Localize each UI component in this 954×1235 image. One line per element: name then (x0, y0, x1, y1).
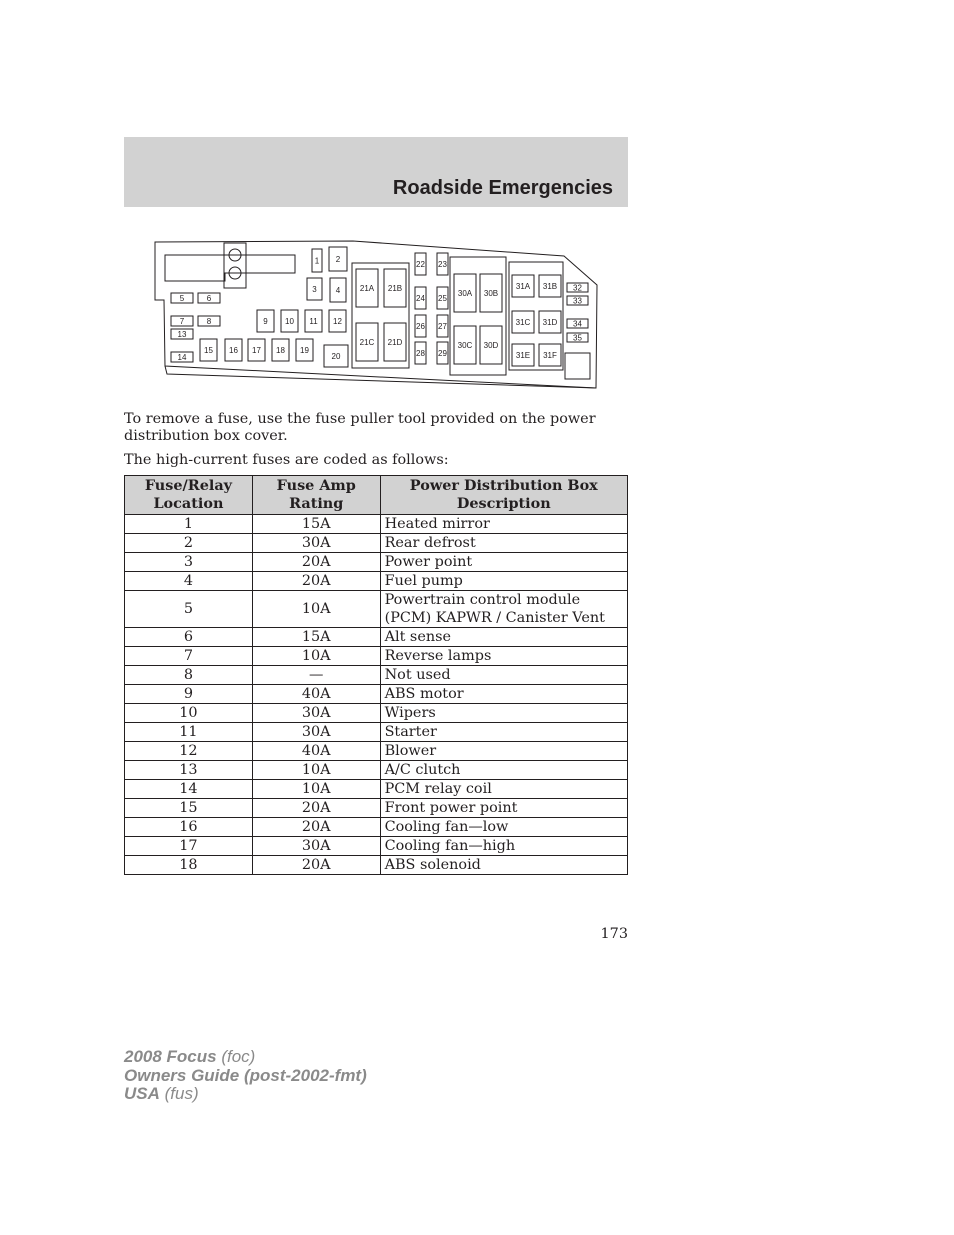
page-number: 173 (600, 926, 628, 942)
cell-amp: 20A (252, 856, 380, 875)
table-row (125, 666, 628, 685)
fuse-label: 8 (206, 317, 212, 326)
table-header-row (125, 476, 628, 515)
table-row (125, 837, 628, 856)
fuse-label: 5 (179, 294, 185, 303)
fuse-label: 33 (573, 296, 582, 306)
fuse-label: 16 (229, 346, 238, 355)
fuse-label: 3 (312, 285, 317, 294)
cell-amp: 40A (252, 685, 380, 704)
cell-amp: 10A (252, 647, 380, 666)
cell-amp: 40A (252, 742, 380, 761)
fuse-label: 7 (179, 317, 185, 326)
cell-location: 13 (125, 761, 253, 780)
fuse-label: 18 (276, 346, 285, 355)
cell-description: Starter (380, 723, 627, 742)
fuse-label: 25 (438, 294, 447, 303)
cell-description: ABS solenoid (380, 856, 627, 875)
fuse-label: 24 (416, 294, 425, 303)
fuse-label: 31B (542, 282, 558, 291)
cell-location: 7 (125, 647, 253, 666)
cell-location: 10 (125, 704, 253, 723)
fuse-label: 11 (309, 317, 318, 326)
fuse-label: 30B (483, 289, 499, 298)
cell-amp: 20A (252, 799, 380, 818)
cell-location: 4 (125, 572, 253, 591)
cell-description: Not used (380, 666, 627, 685)
cell-amp: 30A (252, 534, 380, 553)
fuse-label: 21A (359, 284, 375, 293)
fuse-label: 30A (457, 289, 473, 298)
table-row (125, 856, 628, 875)
fuse-label: 31D (542, 318, 558, 327)
fuse-label: 26 (416, 322, 425, 331)
cell-amp: 30A (252, 723, 380, 742)
fuse-label: 34 (573, 319, 582, 329)
cell-location: 11 (125, 723, 253, 742)
cell-amp: 20A (252, 553, 380, 572)
fuse-label: 12 (333, 317, 342, 326)
cell-description: Wipers (380, 704, 627, 723)
table-row (125, 704, 628, 723)
footer-region: USA (124, 1084, 160, 1103)
fuse-label: 31E (515, 351, 531, 360)
cell-description: Cooling fan—high (380, 837, 627, 856)
cell-amp: 15A (252, 515, 380, 534)
fuse-label: 1 (314, 256, 320, 266)
cell-amp: 20A (252, 818, 380, 837)
footer-region-code: (fus) (164, 1084, 199, 1103)
fuse-label: 9 (263, 317, 268, 326)
fuse-label: 29 (438, 349, 447, 358)
cell-description: Reverse lamps (380, 647, 627, 666)
relay-group-30 (450, 257, 506, 375)
fuse-label: 30C (457, 341, 473, 350)
cell-location: 6 (125, 628, 253, 647)
cell-location: 3 (125, 553, 253, 572)
cell-amp: — (252, 666, 380, 685)
fuse-label: 17 (252, 346, 261, 355)
header-amp-rating: Fuse Amp Rating (252, 476, 380, 515)
footer-model: 2008 Focus (124, 1047, 217, 1066)
table-row (125, 742, 628, 761)
fuse-label: 20 (331, 352, 341, 361)
fuse-table (124, 475, 628, 875)
instruction-paragraph: To remove a fuse, use the fuse puller tool provided on the power distribution box cover. (124, 411, 596, 444)
cell-description: Fuel pump (380, 572, 627, 591)
fuse-box-diagram (150, 235, 605, 395)
cell-description: Front power point (380, 799, 627, 818)
cell-amp: 30A (252, 704, 380, 723)
fuse-label: 10 (285, 317, 294, 326)
cell-description: Cooling fan—low (380, 818, 627, 837)
cell-amp: 20A (252, 572, 380, 591)
fuse-label: 4 (335, 286, 341, 295)
table-row (125, 685, 628, 704)
table-row (125, 534, 628, 553)
table-intro: The high-current fuses are coded as follows: (124, 452, 449, 468)
fuse-label: 6 (206, 294, 212, 303)
spare-slot (565, 353, 590, 379)
cell-amp: 10A (252, 761, 380, 780)
cell-location: 14 (125, 780, 253, 799)
cell-description: PCM relay coil (380, 780, 627, 799)
fuse-label: 21C (359, 338, 375, 347)
cell-location: 2 (125, 534, 253, 553)
header-location: Fuse/Relay Location (125, 476, 253, 515)
table-row (125, 515, 628, 534)
fuse-label: 27 (438, 322, 447, 331)
cell-location: 8 (125, 666, 253, 685)
cell-location: 12 (125, 742, 253, 761)
fuse-label: 31C (515, 318, 531, 327)
section-title: Roadside Emergencies (392, 177, 613, 199)
cell-description: A/C clutch (380, 761, 627, 780)
section-header (124, 137, 628, 207)
cell-location: 16 (125, 818, 253, 837)
table-row (125, 723, 628, 742)
cell-description: Powertrain control module (PCM) KAPWR / Canister Vent (380, 591, 627, 628)
table-row (125, 799, 628, 818)
cell-location: 5 (125, 591, 253, 628)
footer-model-code: (foc) (221, 1047, 256, 1066)
footer (124, 1048, 367, 1104)
table-row (125, 628, 628, 647)
fuse-label: 31F (543, 351, 557, 360)
cell-amp: 15A (252, 628, 380, 647)
fuse-label: 19 (300, 346, 309, 355)
cell-description: Heated mirror (380, 515, 627, 534)
cell-description: Rear defrost (380, 534, 627, 553)
cell-location: 17 (125, 837, 253, 856)
fuse-label: 14 (177, 353, 187, 362)
fuse-label: 15 (204, 346, 213, 355)
fuse-label: 32 (573, 283, 582, 293)
connector-housing (224, 243, 246, 288)
cell-amp: 10A (252, 591, 380, 628)
fuse-label: 28 (416, 349, 425, 358)
fuse-label: 31A (515, 282, 531, 291)
fuse-label: 21B (387, 284, 403, 293)
relay-group-21 (352, 263, 409, 368)
fuse-label: 22 (416, 260, 425, 269)
table-row (125, 780, 628, 799)
cell-description: ABS motor (380, 685, 627, 704)
fuse-label: 30D (483, 341, 499, 350)
cell-amp: 30A (252, 837, 380, 856)
cell-description: Alt sense (380, 628, 627, 647)
fuse-label: 2 (335, 255, 341, 264)
cell-amp: 10A (252, 780, 380, 799)
table-row (125, 818, 628, 837)
table-row (125, 572, 628, 591)
fuse-label: 13 (177, 330, 187, 339)
fuse-label: 21D (387, 338, 403, 347)
cell-location: 1 (125, 515, 253, 534)
cell-description: Power point (380, 553, 627, 572)
cell-location: 15 (125, 799, 253, 818)
header-description: Power Distribution Box Description (380, 476, 627, 515)
fuse-label: 23 (438, 260, 447, 269)
footer-guide: Owners Guide (post-2002-fmt) (124, 1065, 367, 1085)
fuse-label: 35 (573, 333, 582, 343)
table-row (125, 553, 628, 572)
cell-description: Blower (380, 742, 627, 761)
table-row (125, 591, 628, 628)
cell-location: 9 (125, 685, 253, 704)
table-row (125, 761, 628, 780)
table-row (125, 647, 628, 666)
cell-location: 18 (125, 856, 253, 875)
